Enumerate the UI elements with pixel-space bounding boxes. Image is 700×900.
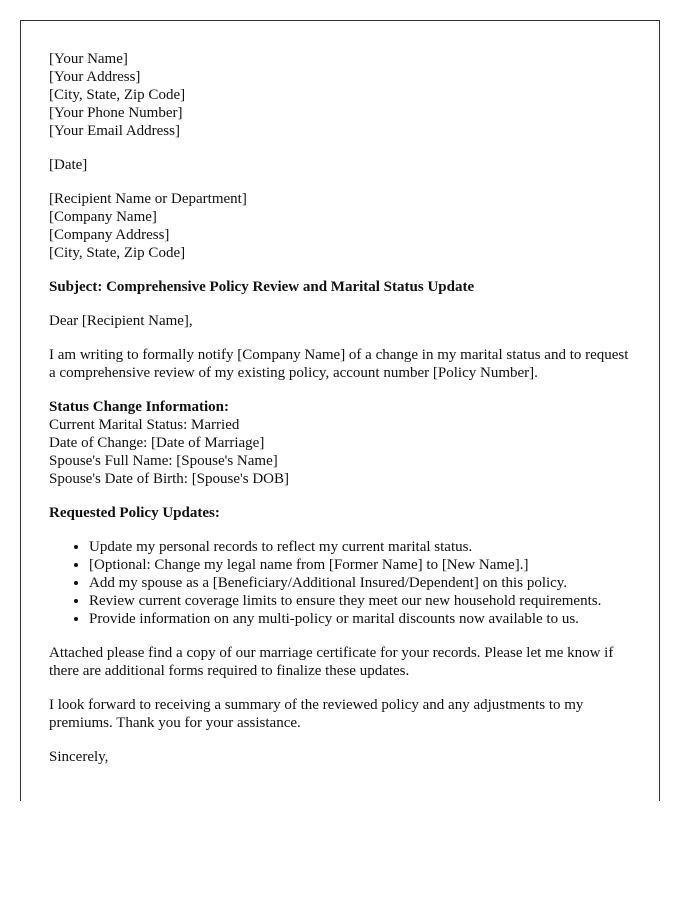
recipient-name: [Recipient Name or Department]: [49, 191, 247, 207]
status-marital: Current Marital Status: Married: [49, 417, 240, 433]
status-spouse-name: Spouse's Full Name: [Spouse's Name]: [49, 453, 278, 469]
letter-page: [20, 20, 660, 801]
list-item: • Provide information on any multi-policy or marital discounts now available to us.: [89, 610, 631, 628]
sender-name: [Your Name]: [49, 51, 128, 67]
intro-paragraph: I am writing to formally notify [Company Name] of a change in my marital status and to request a comprehensive review of my existing policy, account number [Policy Number].: [49, 347, 629, 381]
closing-paragraph: I look forward to receiving a summary of the reviewed policy and any adjustments to my premiums. Thank you for your assistance.: [49, 697, 584, 731]
recipient-block: [49, 190, 631, 262]
list-item: • Update my personal records to reflect my current marital status.: [89, 538, 631, 556]
sender-address: [Your Address]: [49, 69, 141, 85]
sender-block: [49, 50, 631, 140]
list-item: • Review current coverage limits to ensure they meet our new household requirements.: [89, 592, 631, 610]
updates-heading: Requested Policy Updates:: [49, 505, 220, 521]
status-date: Date of Change: [Date of Marriage]: [49, 435, 265, 451]
subject-line: Subject: Comprehensive Policy Review and Marital Status Update: [49, 279, 475, 295]
sender-email: [Your Email Address]: [49, 123, 180, 139]
sender-city: [City, State, Zip Code]: [49, 87, 186, 103]
signoff: Sincerely,: [49, 749, 109, 765]
recipient-company: [Company Name]: [49, 209, 157, 225]
salutation: Dear [Recipient Name],: [49, 313, 193, 329]
status-block: [49, 398, 631, 488]
recipient-address: [Company Address]: [49, 227, 170, 243]
list-item: • [Optional: Change my legal name from [Former Name] to [New Name].]: [89, 556, 631, 574]
status-spouse-dob: Spouse's Date of Birth: [Spouse's DOB]: [49, 471, 289, 487]
recipient-city: [City, State, Zip Code]: [49, 245, 186, 261]
letter-date: [Date]: [49, 157, 88, 173]
updates-list: [49, 538, 631, 628]
status-heading: Status Change Information:: [49, 399, 230, 415]
list-item: • Add my spouse as a [Beneficiary/Additional Insured/Dependent] on this policy.: [89, 574, 631, 592]
sender-phone: [Your Phone Number]: [49, 105, 183, 121]
attachment-paragraph: Attached please find a copy of our marriage certificate for your records. Please let me know if there are additional forms required to finalize these updates.: [49, 645, 614, 679]
